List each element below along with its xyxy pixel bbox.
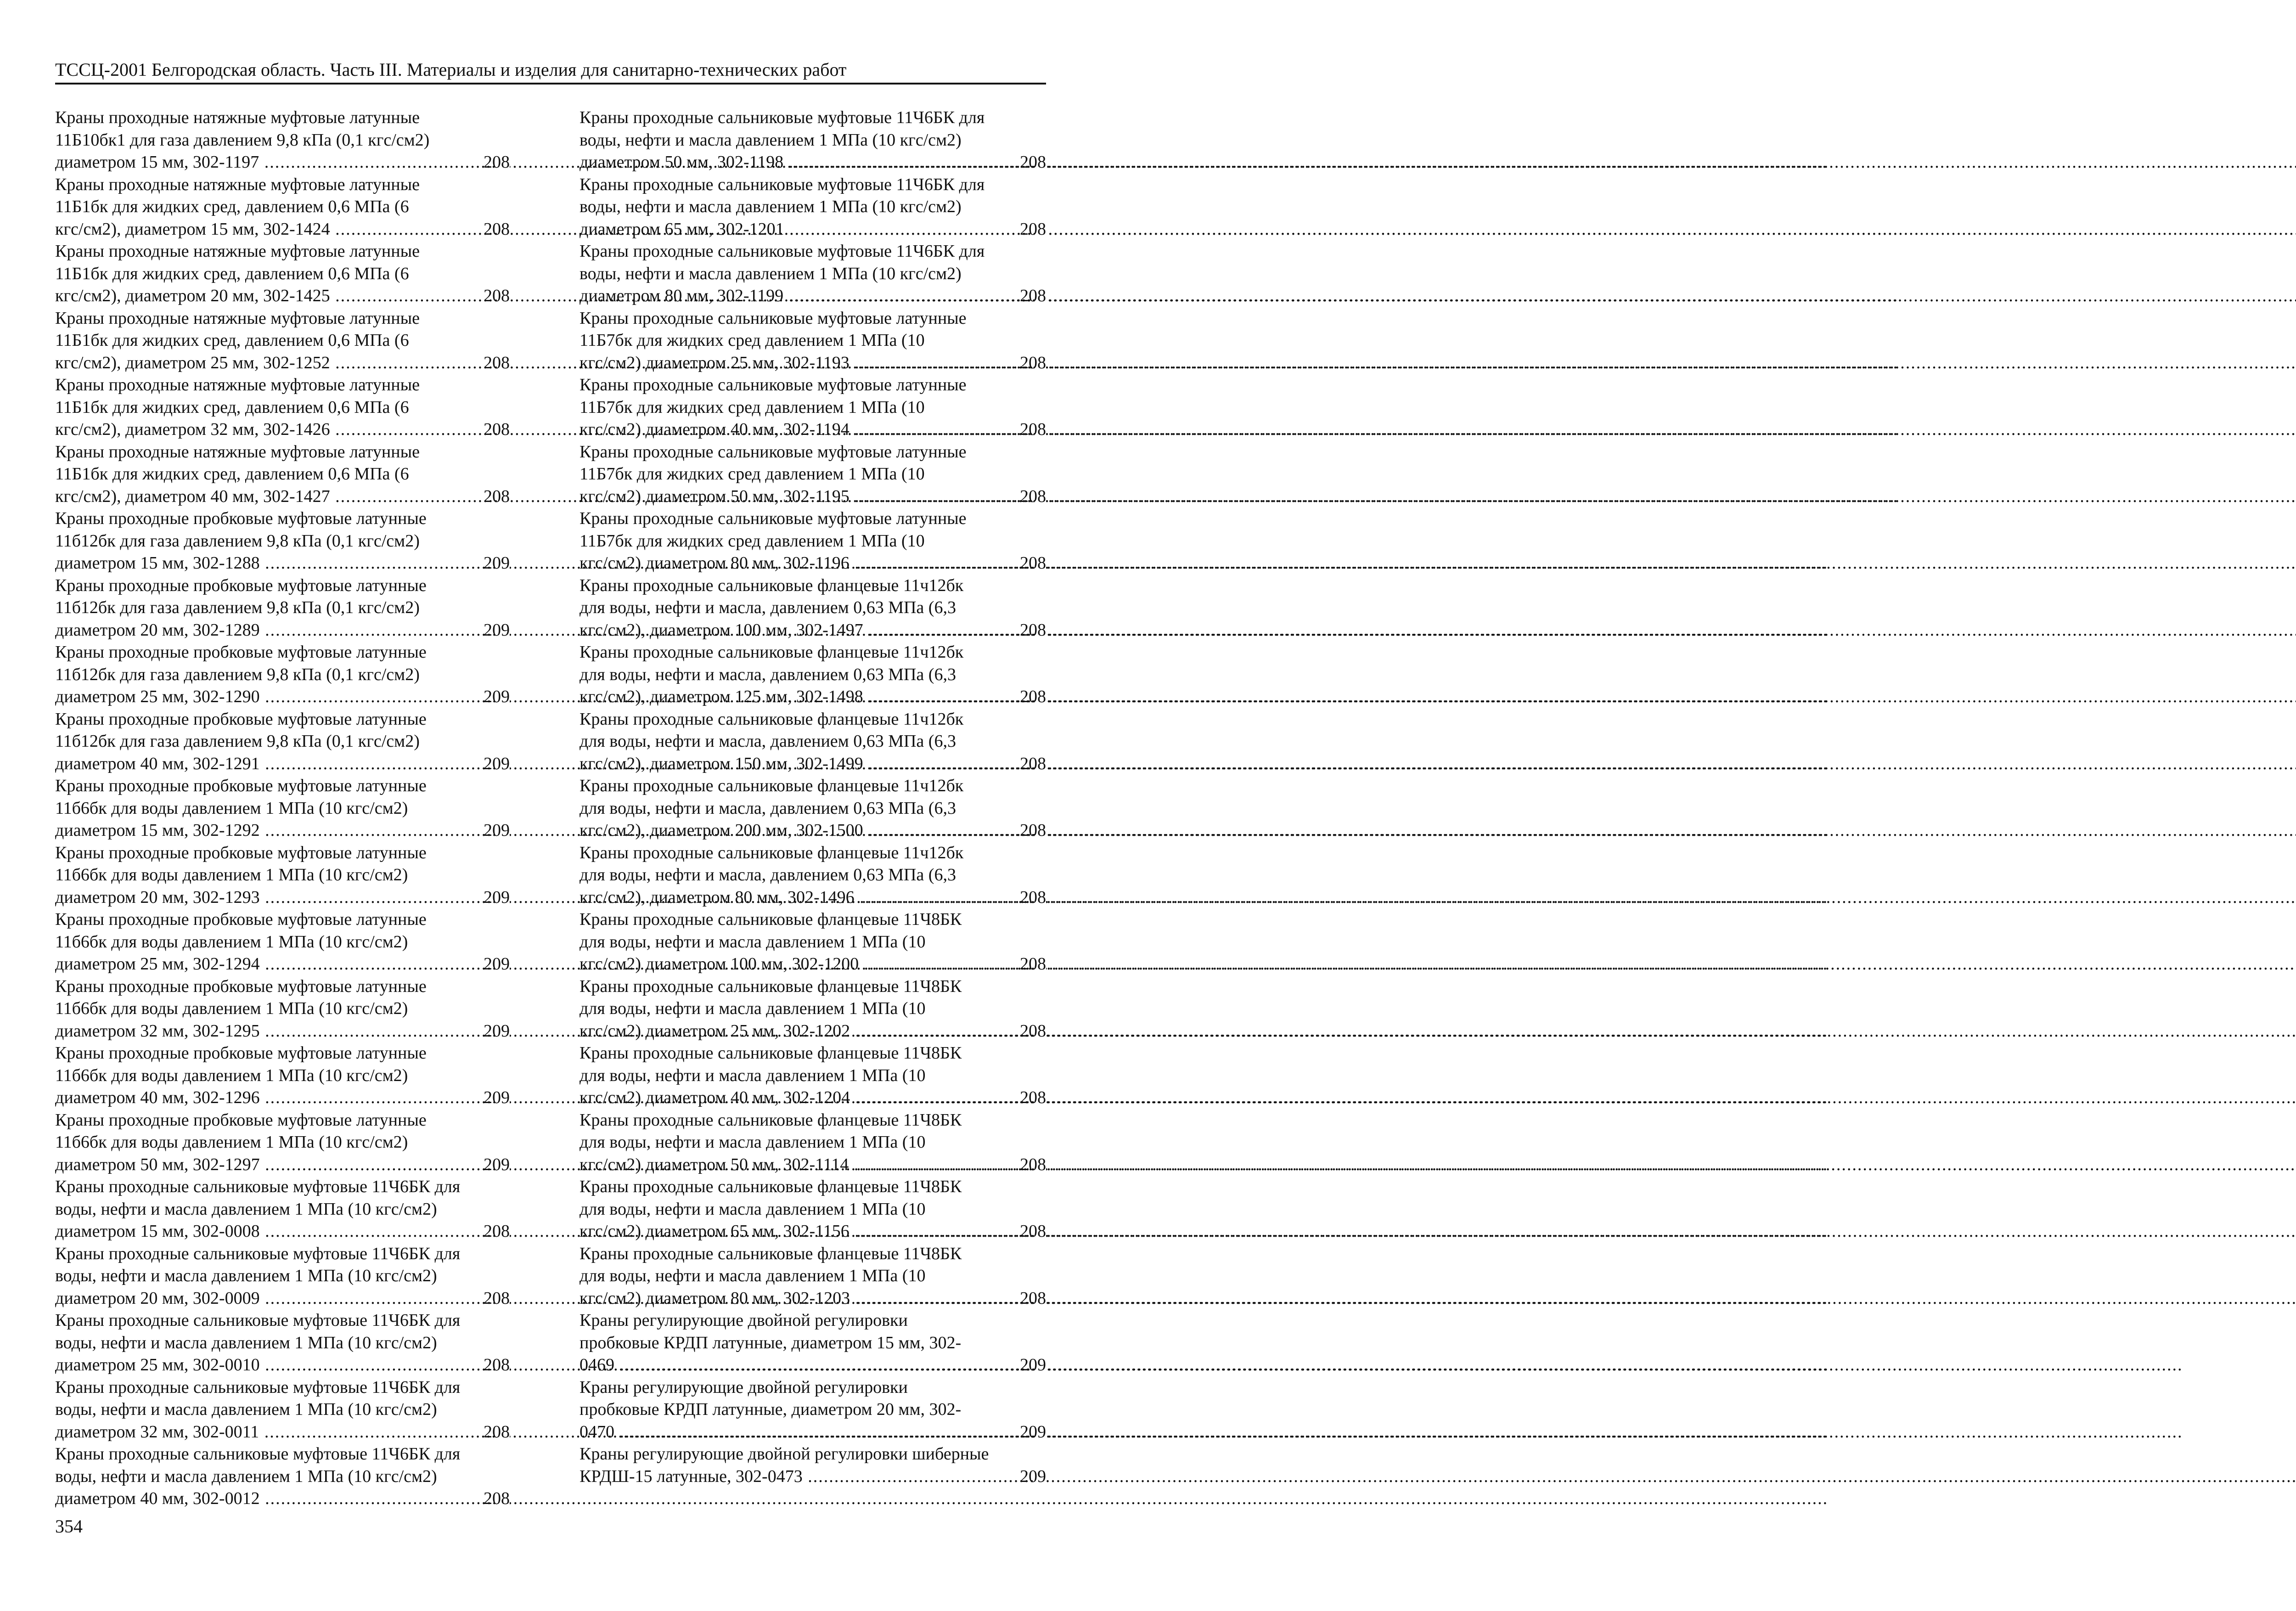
index-entry-line: Краны проходные сальниковые муфтовые 11Ч6БК для [580, 242, 985, 261]
index-entry-line: кгс/см2), диаметром 200 мм, 302-1500 ..... [580, 821, 2296, 840]
index-entry-page-number: 208 [1035, 1087, 1046, 1109]
index-entry-line: для воды, нефти и масла, давлением 0,63 МПа (6,3 [580, 798, 956, 818]
index-entry-line: диаметром 15 мм, 302-1292 ..... [55, 821, 1828, 840]
index-entry-line: кгс/см2) диаметром 50 мм, 302-1195 ..... [580, 487, 2296, 506]
index-entry-line: для воды, нефти и масла, давлением 0,63 МПа (6,3 [580, 665, 956, 684]
index-entry [580, 641, 1046, 708]
index-entry-line: КРДШ-15 латунные, 302-0473 ..... [580, 1467, 2296, 1486]
index-entry-page-number: 209 [498, 753, 510, 775]
index-entry-last-line [580, 151, 1046, 174]
index-column-left [55, 107, 510, 1510]
index-entry-line: 11б12бк для газа давлением 9,8 кПа (0,1 кгс/см2) [55, 598, 420, 617]
index-entry-page-number: 209 [1035, 1354, 1046, 1376]
index-entry-line: воды, нефти и масла давлением 1 МПа (10 кгс/см2) [580, 264, 962, 283]
index-entry-last-line [55, 1354, 510, 1376]
index-entry-line: диаметром 32 мм, 302-1295 ..... [55, 1021, 1828, 1041]
index-entry-page-number: 208 [498, 218, 510, 241]
index-entry-page-number: 208 [498, 485, 510, 508]
index-entry-page-number: 208 [498, 151, 510, 174]
index-entry-line: 11Б1бк для жидких сред, давлением 0,6 МПа (6 [55, 464, 409, 484]
index-entry [580, 1109, 1046, 1176]
index-entry-line: Краны проходные сальниковые муфтовые 11Ч6БК для [580, 175, 985, 194]
index-entry-line: Краны проходные пробковые муфтовые латунные [55, 709, 427, 729]
index-entry-page-number: 209 [498, 552, 510, 575]
index-entry-line: для воды, нефти и масла давлением 1 МПа (10 [580, 1065, 926, 1085]
index-entry-page-number: 208 [1035, 552, 1046, 575]
index-entry-line: диаметром 20 мм, 302-0009 ..... [55, 1289, 1828, 1308]
index-entry [55, 507, 510, 575]
index-entry-last-line [55, 352, 510, 374]
index-entry-page-number: 208 [1035, 619, 1046, 642]
index-entry-page-number: 208 [1035, 285, 1046, 307]
index-entry [55, 908, 510, 975]
index-entry [580, 174, 1046, 241]
index-entry [55, 174, 510, 241]
index-entry-line: Краны проходные сальниковые фланцевые 11ч12бк [580, 575, 964, 595]
index-column-right [580, 107, 1046, 1487]
index-entry-line: для воды, нефти и масла, давлением 0,63 МПа (6,3 [580, 865, 956, 884]
index-entry [55, 1309, 510, 1376]
index-entry-line: диаметром 65 мм, 302-1201 ..... [580, 220, 2296, 239]
index-entry-last-line [55, 552, 510, 575]
index-entry-line: Краны проходные пробковые муфтовые латунные [55, 1043, 427, 1063]
index-entry-line: кгс/см2) диаметром 65 мм, 302-1156 ..... [580, 1222, 2296, 1241]
index-entry-line: 11б6бк для воды давлением 1 МПа (10 кгс/см2) [55, 932, 408, 952]
index-entry-line: Краны регулирующие двойной регулировки [580, 1377, 908, 1397]
index-entry-last-line [55, 619, 510, 642]
index-entry [580, 1042, 1046, 1109]
index-entry [55, 441, 510, 508]
index-entry-line: Краны проходные пробковые муфтовые латунные [55, 1110, 427, 1130]
index-entry-page-number: 208 [1035, 1020, 1046, 1042]
index-entry-page-number: 208 [1035, 151, 1046, 174]
index-entry-page-number: 208 [498, 1354, 510, 1376]
index-entry-line: Краны проходные сальниковые муфтовые 11Ч6БК для [580, 108, 985, 127]
index-entry-line: кгс/см2) диаметром 40 мм, 302-1194 ..... [580, 420, 2296, 439]
index-entry-line: 11б12бк для газа давлением 9,8 кПа (0,1 кгс/см2) [55, 732, 420, 751]
index-entry-line: 11б6бк для воды давлением 1 МПа (10 кгс/см2) [55, 999, 408, 1018]
index-entry-line: диаметром 50 мм, 302-1198 ..... [580, 152, 2296, 172]
index-entry-last-line [55, 1087, 510, 1109]
index-entry-line: 0469 ..... [580, 1355, 2183, 1374]
index-entry-line: кгс/см2) диаметром 50 мм, 302-1114 ..... [580, 1155, 2296, 1174]
index-entry [580, 708, 1046, 775]
index-entry-line: 11б6бк для воды давлением 1 МПа (10 кгс/см2) [55, 1065, 408, 1085]
page-number: 354 [55, 1516, 83, 1537]
index-entry-line: 11Б1бк для жидких сред, давлением 0,6 МПа (6 [55, 397, 409, 417]
index-entry [55, 575, 510, 642]
index-entry [580, 1376, 1046, 1443]
index-entry-line: воды, нефти и масла давлением 1 МПа (10 кгс/см2) [580, 130, 962, 150]
index-entry-last-line [55, 1154, 510, 1176]
index-entry-line: Краны проходные сальниковые муфтовые латунные [580, 442, 967, 462]
index-entry-last-line [580, 285, 1046, 307]
page-header-title: ТССЦ-2001 Белгородская область. Часть III. Материалы и изделия для санитарно-технических работ [55, 59, 847, 80]
index-entry-last-line [55, 953, 510, 975]
index-entry-line: Краны проходные сальниковые фланцевые 11ч12бк [580, 642, 964, 662]
index-entry-last-line [55, 819, 510, 842]
index-entry [580, 1243, 1046, 1310]
index-entry-line: диаметром 80 мм, 302-1199 ..... [580, 286, 2296, 305]
index-entry-line: Краны проходные пробковые муфтовые латунные [55, 910, 427, 929]
index-entry-line: Краны проходные сальниковые фланцевые 11Ч8БК [580, 1110, 962, 1130]
index-entry-line: кгс/см2) диаметром 80 мм, 302-1196 ..... [580, 553, 2296, 573]
index-entry-page-number: 208 [1035, 819, 1046, 842]
index-entry-page-number: 208 [1035, 886, 1046, 909]
index-entry [55, 1176, 510, 1243]
index-entry-last-line [580, 886, 1046, 909]
index-entry [55, 975, 510, 1042]
index-entry-line: для воды, нефти и масла давлением 1 МПа (10 [580, 1132, 926, 1152]
index-entry-line: 11б6бк для воды давлением 1 МПа (10 кгс/см2) [55, 865, 408, 884]
index-entry-last-line [55, 686, 510, 708]
index-entry-page-number: 208 [498, 1287, 510, 1310]
index-entry-line: диаметром 50 мм, 302-1297 ..... [55, 1155, 1828, 1174]
index-entry-line: Краны проходные пробковые муфтовые латунные [55, 642, 427, 662]
index-entry-line: пробковые КРДП латунные, диаметром 15 мм, 302- [580, 1333, 962, 1352]
index-entry-line: Краны проходные сальниковые фланцевые 11Ч8БК [580, 976, 962, 996]
index-entry-line: Краны проходные натяжные муфтовые латунные [55, 242, 420, 261]
index-entry-line: воды, нефти и масла давлением 1 МПа (10 кгс/см2) [55, 1466, 437, 1486]
index-entry-last-line [580, 1421, 1046, 1443]
index-entry-last-line [55, 886, 510, 909]
index-entry-page-number: 209 [498, 686, 510, 708]
index-entry-page-number: 209 [498, 819, 510, 842]
index-entry-line: Краны проходные сальниковые муфтовые 11Ч6БК для [55, 1311, 461, 1330]
index-entry-page-number: 208 [1035, 352, 1046, 374]
index-entry [55, 775, 510, 842]
index-entry-line: диаметром 15 мм, 302-1288 ..... [55, 553, 1828, 573]
index-entry-line: диаметром 40 мм, 302-0012 ..... [55, 1489, 1828, 1508]
index-entry [55, 641, 510, 708]
index-entry-line: кгс/см2) диаметром 25 мм, 302-1193 ..... [580, 353, 2296, 372]
index-entry-line: 0470 ..... [580, 1422, 2183, 1442]
index-entry-line: Краны проходные пробковые муфтовые латунные [55, 843, 427, 862]
index-entry-line: для воды, нефти и масла, давлением 0,63 МПа (6,3 [580, 732, 956, 751]
index-entry-page-number: 208 [1035, 1220, 1046, 1243]
index-entry-line: 11Б1бк для жидких сред, давлением 0,6 МПа (6 [55, 331, 409, 350]
index-entry-page-number: 208 [498, 1487, 510, 1510]
index-entry-page-number: 208 [1035, 1287, 1046, 1310]
index-entry [55, 708, 510, 775]
index-entry-line: диаметром 15 мм, 302-1197 ..... [55, 152, 1828, 172]
index-entry-last-line [580, 418, 1046, 441]
index-entry-line: 11Б1бк для жидких сред, давлением 0,6 МПа (6 [55, 197, 409, 216]
index-entry-page-number: 208 [1035, 753, 1046, 775]
index-entry-line: Краны проходные сальниковые муфтовые 11Ч6БК для [55, 1177, 461, 1196]
index-entry-last-line [580, 1154, 1046, 1176]
index-entry-last-line [55, 1220, 510, 1243]
index-entry-line: Краны проходные сальниковые муфтовые 11Ч6БК для [55, 1244, 461, 1263]
index-entry-line: 11Б7бк для жидких сред давлением 1 МПа (10 [580, 397, 925, 417]
index-entry-page-number: 209 [498, 1020, 510, 1042]
index-entry-line: воды, нефти и масла давлением 1 МПа (10 кгс/см2) [55, 1266, 437, 1285]
index-entry-last-line [580, 753, 1046, 775]
index-entry-line: Краны проходные сальниковые фланцевые 11Ч8БК [580, 910, 962, 929]
index-entry-line: диаметром 25 мм, 302-1290 ..... [55, 687, 1828, 706]
index-entry-line: для воды, нефти и масла давлением 1 МПа (10 [580, 1199, 926, 1219]
index-entry-line: кгс/см2), диаметром 80 мм, 302-1496 ..... [580, 888, 2296, 907]
index-entry-line: Краны проходные сальниковые фланцевые 11ч12бк [580, 843, 964, 862]
index-entry-page-number: 209 [498, 1154, 510, 1176]
index-entry-line: кгс/см2), диаметром 25 мм, 302-1252 ..... [55, 353, 1898, 372]
index-entry-last-line [580, 218, 1046, 241]
index-entry [580, 842, 1046, 909]
index-entry-line: 11Б7бк для жидких сред давлением 1 МПа (10 [580, 531, 925, 551]
index-entry-last-line [580, 1465, 1046, 1488]
index-entry-line: кгс/см2), диаметром 150 мм, 302-1499 ..... [580, 754, 2296, 773]
index-entry-last-line [55, 285, 510, 307]
index-entry-last-line [55, 753, 510, 775]
index-entry-line: диаметром 20 мм, 302-1293 ..... [55, 888, 1828, 907]
index-entry-line: Краны регулирующие двойной регулировки шиберные [580, 1444, 989, 1464]
index-entry-line: кгс/см2) диаметром 40 мм, 302-1204 ..... [580, 1088, 2296, 1107]
index-entry-last-line [580, 1087, 1046, 1109]
index-entry [580, 107, 1046, 174]
index-entry-last-line [580, 1220, 1046, 1243]
index-entry [55, 1376, 510, 1443]
index-entry [580, 775, 1046, 842]
index-entry-line: кгс/см2) диаметром 80 мм, 302-1203 ..... [580, 1289, 2296, 1308]
index-entry-line: диаметром 40 мм, 302-1296 ..... [55, 1088, 1828, 1107]
index-entry [580, 374, 1046, 441]
index-entry [580, 908, 1046, 975]
index-entry-line: пробковые КРДП латунные, диаметром 20 мм, 302- [580, 1400, 962, 1419]
index-entry-line: 11Б7бк для жидких сред давлением 1 МПа (10 [580, 464, 925, 484]
index-entry-page-number: 208 [498, 418, 510, 441]
index-entry-page-number: 208 [1035, 418, 1046, 441]
index-entry-line: кгс/см2), диаметром 125 мм, 302-1498 ..... [580, 687, 2296, 706]
index-entry [55, 240, 510, 307]
index-entry-last-line [55, 1020, 510, 1042]
index-entry [55, 1042, 510, 1109]
index-entry-page-number: 208 [498, 352, 510, 374]
index-entry-line: Краны проходные пробковые муфтовые латунные [55, 976, 427, 996]
index-entry-line: Краны проходные натяжные муфтовые латунные [55, 308, 420, 328]
index-entry [580, 1176, 1046, 1243]
index-entry-line: Краны проходные сальниковые фланцевые 11Ч8БК [580, 1244, 962, 1263]
index-entry-line: Краны проходные пробковые муфтовые латунные [55, 776, 427, 795]
index-entry-last-line [55, 1487, 510, 1510]
index-entry-line: Краны проходные натяжные муфтовые латунные [55, 442, 420, 462]
index-entry-last-line [55, 1421, 510, 1443]
index-entry-last-line [580, 1354, 1046, 1376]
index-entry-last-line [55, 418, 510, 441]
index-entry-line: для воды, нефти и масла, давлением 0,63 МПа (6,3 [580, 598, 956, 617]
index-entry-last-line [580, 1020, 1046, 1042]
index-entry [580, 240, 1046, 307]
index-entry-page-number: 208 [1035, 686, 1046, 708]
index-entry-line: Краны регулирующие двойной регулировки [580, 1311, 908, 1330]
index-entry [55, 374, 510, 441]
index-entry [55, 1109, 510, 1176]
index-entry-line: Краны проходные натяжные муфтовые латунные [55, 375, 420, 394]
index-entry-last-line [55, 151, 510, 174]
index-entry-line: Краны проходные пробковые муфтовые латунные [55, 575, 427, 595]
index-entry-line: 11б6бк для воды давлением 1 МПа (10 кгс/см2) [55, 1132, 408, 1152]
index-entry-line: 11б6бк для воды давлением 1 МПа (10 кгс/см2) [55, 798, 408, 818]
index-entry-line: диаметром 20 мм, 302-1289 ..... [55, 620, 1828, 640]
index-entry-page-number: 208 [1035, 1154, 1046, 1176]
index-entry-line: 11б12бк для газа давлением 9,8 кПа (0,1 кгс/см2) [55, 531, 420, 551]
index-entry-line: Краны проходные пробковые муфтовые латунные [55, 509, 427, 528]
index-entry-line: кгс/см2), диаметром 100 мм, 302-1497 ..... [580, 620, 2296, 640]
index-entry-line: 11Б10бк1 для газа давлением 9,8 кПа (0,1 кгс/см2) [55, 130, 430, 150]
index-entry-line: для воды, нефти и масла давлением 1 МПа (10 [580, 999, 926, 1018]
index-entry-page-number: 208 [1035, 953, 1046, 975]
index-entry-page-number: 209 [1035, 1421, 1046, 1443]
index-entry [55, 107, 510, 174]
index-entry-page-number: 208 [1035, 218, 1046, 241]
index-entry [55, 307, 510, 374]
index-entry-line: для воды, нефти и масла давлением 1 МПа (10 [580, 932, 926, 952]
index-entry [580, 307, 1046, 374]
index-entry-page-number: 208 [498, 1220, 510, 1243]
index-entry-line: кгс/см2), диаметром 15 мм, 302-1424 ..... [55, 220, 1898, 239]
index-entry-last-line [580, 686, 1046, 708]
index-entry [580, 575, 1046, 642]
index-entry [55, 1243, 510, 1310]
index-entry-line: кгс/см2), диаметром 32 мм, 302-1426 ..... [55, 420, 1898, 439]
index-entry-last-line [580, 352, 1046, 374]
index-entry-line: диаметром 32 мм, 302-0011 ..... [55, 1422, 1828, 1442]
index-entry-page-number: 209 [498, 953, 510, 975]
index-entry [55, 842, 510, 909]
index-entry-line: Краны проходные натяжные муфтовые латунные [55, 108, 420, 127]
index-entry-line: Краны проходные сальниковые фланцевые 11Ч8БК [580, 1043, 962, 1063]
index-entry-last-line [580, 619, 1046, 642]
index-entry-line: 11Б7бк для жидких сред давлением 1 МПа (10 [580, 331, 925, 350]
index-entry [580, 975, 1046, 1042]
index-entry-line: Краны проходные сальниковые фланцевые 11ч12бк [580, 776, 964, 795]
index-entry-line: воды, нефти и масла давлением 1 МПа (10 кгс/см2) [55, 1199, 437, 1219]
index-entry-line: диаметром 40 мм, 302-1291 ..... [55, 754, 1828, 773]
index-entry-line: Краны проходные сальниковые муфтовые 11Ч6БК для [55, 1444, 461, 1464]
index-entry-page-number: 208 [498, 1421, 510, 1443]
index-entry-last-line [580, 485, 1046, 508]
index-entry-page-number: 208 [1035, 485, 1046, 508]
index-entry-last-line [55, 1287, 510, 1310]
index-entry-line: кгс/см2) диаметром 25 мм, 302-1202 ..... [580, 1021, 2296, 1041]
index-entry-line: для воды, нефти и масла давлением 1 МПа (10 [580, 1266, 926, 1285]
index-entry-line: диаметром 15 мм, 302-0008 ..... [55, 1222, 1828, 1241]
index-entry-line: 11Б1бк для жидких сред, давлением 0,6 МПа (6 [55, 264, 409, 283]
index-entry-last-line [55, 218, 510, 241]
index-entry-line: воды, нефти и масла давлением 1 МПа (10 кгс/см2) [580, 197, 962, 216]
index-entry-last-line [55, 485, 510, 508]
index-entry-line: Краны проходные сальниковые муфтовые латунные [580, 308, 967, 328]
index-entry [580, 507, 1046, 575]
index-entry-line: Краны проходные сальниковые муфтовые латунные [580, 375, 967, 394]
index-entry-page-number: 209 [498, 1087, 510, 1109]
index-entry-last-line [580, 819, 1046, 842]
index-entry-line: Краны проходные натяжные муфтовые латунные [55, 175, 420, 194]
index-entry [580, 1443, 1046, 1487]
index-entry-line: кгс/см2), диаметром 40 мм, 302-1427 ..... [55, 487, 1898, 506]
index-entry-line: Краны проходные сальниковые муфтовые латунные [580, 509, 967, 528]
index-entry-page-number: 208 [498, 285, 510, 307]
index-entry-line: Краны проходные сальниковые муфтовые 11Ч6БК для [55, 1377, 461, 1397]
index-entry-page-number: 209 [1035, 1465, 1046, 1488]
index-entry-line: кгс/см2), диаметром 20 мм, 302-1425 ..... [55, 286, 1898, 305]
index-entry-line: 11б12бк для газа давлением 9,8 кПа (0,1 кгс/см2) [55, 665, 420, 684]
index-entry-line: кгс/см2) диаметром 100 мм, 302-1200 ..... [580, 954, 2296, 974]
index-entry-line: диаметром 25 мм, 302-1294 ..... [55, 954, 1828, 974]
index-entry-line: Краны проходные сальниковые фланцевые 11ч12бк [580, 709, 964, 729]
index-entry-line: диаметром 25 мм, 302-0010 ..... [55, 1355, 1828, 1374]
page-header [55, 59, 1046, 84]
index-entry [580, 1309, 1046, 1376]
index-entry-last-line [580, 552, 1046, 575]
index-entry-line: воды, нефти и масла давлением 1 МПа (10 кгс/см2) [55, 1333, 437, 1352]
index-entry-page-number: 209 [498, 886, 510, 909]
index-entry-last-line [580, 1287, 1046, 1310]
index-entry-page-number: 209 [498, 619, 510, 642]
index-entry-line: Краны проходные сальниковые фланцевые 11Ч8БК [580, 1177, 962, 1196]
index-entry-line: воды, нефти и масла давлением 1 МПа (10 кгс/см2) [55, 1400, 437, 1419]
index-entry [580, 441, 1046, 508]
index-entry-last-line [580, 953, 1046, 975]
index-entry [55, 1443, 510, 1510]
